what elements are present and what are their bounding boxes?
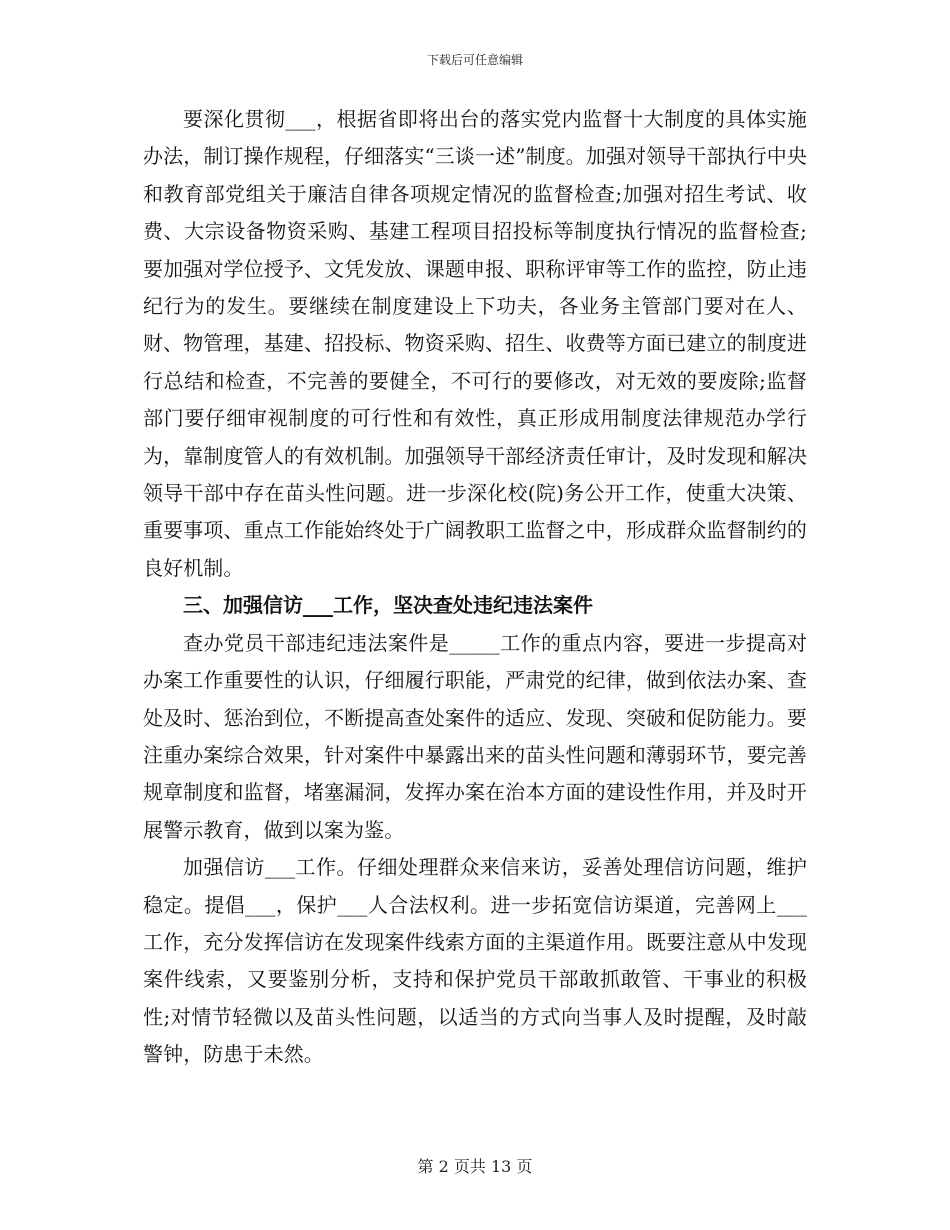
paragraph-petition-work: 加强信访___工作。仔细处理群众来信来访，妥善处理信访问题，维护稳定。提倡___，保护___人合法权利。进一步拓宽信访渠道，完善网上___工作，充分发挥信访在发现案件线索方面的主渠道作用。既要注意从中发现案件线索，又要鉴别分析，支持和保护党员干部敢抓敢管、干事业的积极性;对情节轻微以及苗头性问题，以适当的方式向当事人及时提醒，及时敲警钟，防患于未然。: [143, 855, 807, 1067]
page-number: 第 2 页共 13 页: [417, 1157, 533, 1176]
section-heading-3: 三、加强信访___工作，坚决查处违纪违法案件: [183, 593, 593, 618]
page-header: 下载后可任意编辑: [426, 53, 523, 67]
paragraph-supervision-system: 要深化贯彻___，根据省即将出台的落实党内监督十大制度的具体实施办法，制订操作规程，仔细落实“三谈一述”制度。加强对领导干部执行中央和教育部党组关于廉洁自律各项规定情况的监督检查;加强对招生考试、收费、大宗设备物资采购、基建工程项目招投标等制度执行情况的监督检查;要加强对学位授予、文凭发放、课题申报、职称评审等工作的监控，防止违纪行为的发生。要继续在制度建设上下功夫，各业务主管部门要对在人、财、物管理，基建、招投标、物资采购、招生、收费等方面已建立的制度进行总结和检查，不完善的要健全，不可行的要修改，对无效的要废除;监督部门要仔细审视制度的可行性和有效性，真正形成用制度法律规范办学行为，靠制度管人的有效机制。加强领导干部经济责任审计，及时发现和解决领导干部中存在苗头性问题。进一步深化校(院)务公开工作，使重大决策、重要事项、重点工作能始终处于广阔教职工监督之中，形成群众监督制约的良好机制。: [143, 107, 807, 580]
document-body: [143, 101, 807, 1074]
paragraph-case-investigation: 查办党员干部违纪违法案件是_____工作的重点内容，要进一步提高对办案工作重要性的认识，仔细履行职能，严肃党的纪律，做到依法办案、查处及时、惩治到位，不断提高查处案件的适应、发现、突破和促防能力。要注重办案综合效果，针对案件中暴露出来的苗头性问题和薄弱环节，要完善规章制度和监督，堵塞漏洞，发挥办案在治本方面的建设性作用，并及时开展警示教育，做到以案为鉴。: [143, 630, 807, 842]
